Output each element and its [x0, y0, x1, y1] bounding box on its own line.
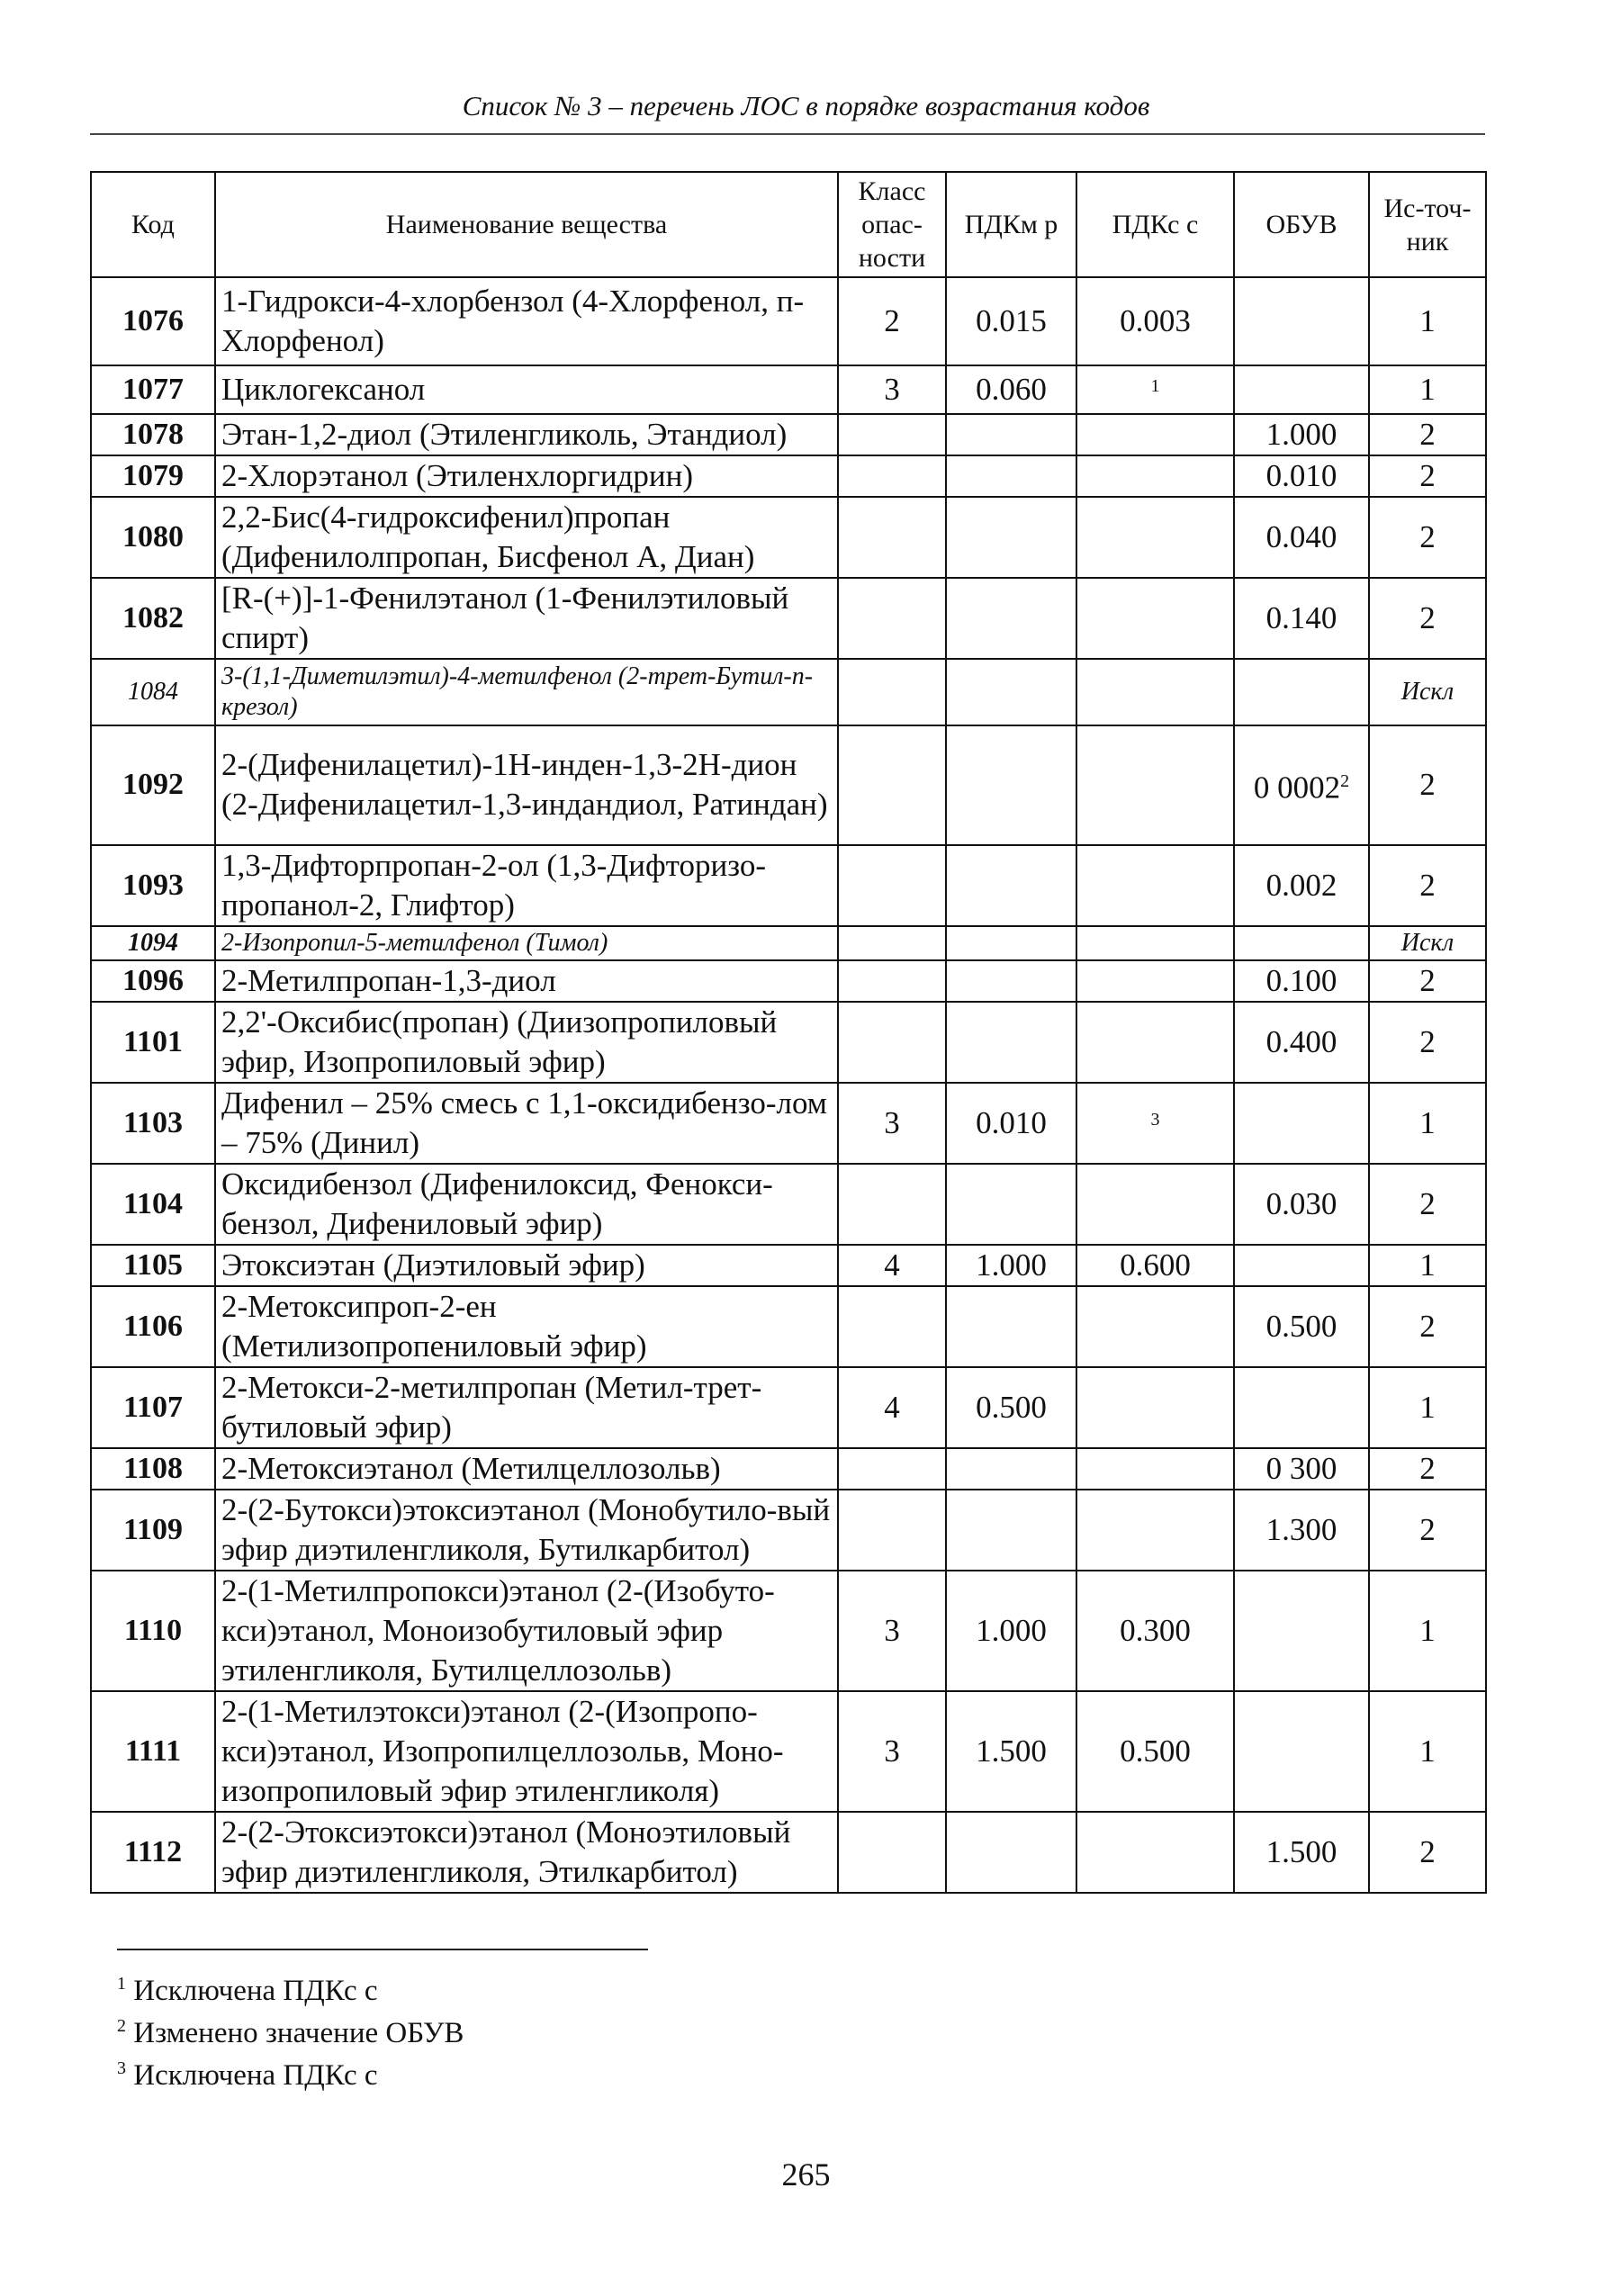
footnote-text: Изменено значение ОБУВ	[133, 2017, 464, 2049]
table-row	[91, 1286, 1486, 1367]
footnote-ref: 2	[1340, 771, 1350, 792]
cell-pdk-ss	[1076, 414, 1234, 455]
cell-source: 1	[1369, 1245, 1486, 1286]
cell-class: 3	[838, 1691, 946, 1812]
table-row	[91, 1367, 1486, 1448]
table-row	[91, 725, 1486, 845]
cell-code: 1104	[91, 1164, 215, 1245]
col-header-class: Класс опас-ности	[838, 172, 946, 277]
cell-class	[838, 497, 946, 578]
cell-name: 2-(1-Метилэтокси)этанол (2-(Изопропо-кси)этанол, Изопропилцеллозольв, Моно-изопропиловый эфир этиленгликоля)	[215, 1691, 838, 1812]
cell-pdk-mr	[946, 497, 1076, 578]
cell-pdk-mr: 0.500	[946, 1367, 1076, 1448]
footnote-mark: 1	[117, 1974, 126, 1994]
cell-class: 3	[838, 365, 946, 414]
cell-name: 2-Метоксипроп-2-ен (Метилизопропениловый эфир)	[215, 1286, 838, 1367]
cell-code: 1106	[91, 1286, 215, 1367]
cell-pdk-mr	[946, 455, 1076, 497]
cell-pdk-mr	[946, 926, 1076, 960]
cell-class: 4	[838, 1245, 946, 1286]
col-header-name: Наименование вещества	[215, 172, 838, 277]
cell-obuv: 0.030	[1234, 1164, 1369, 1245]
footnote-item	[117, 1967, 464, 2009]
page-number: 265	[781, 2156, 831, 2192]
cell-pdk-mr	[946, 1490, 1076, 1571]
cell-source: 2	[1369, 725, 1486, 845]
cell-class	[838, 1812, 946, 1893]
cell-name: 2-(1-Метилпропокси)этанол (2-(Изобуто-кси)этанол, Моноизобутиловый эфир этиленгликоля, Бутилцеллозольв)	[215, 1571, 838, 1691]
cell-class: 3	[838, 1083, 946, 1164]
table-row	[91, 1448, 1486, 1490]
cell-class: 4	[838, 1367, 946, 1448]
cell-obuv	[1234, 1571, 1369, 1691]
col-header-code: Код	[91, 172, 215, 277]
footnote-text: Исключена ПДКс с	[133, 1975, 378, 2007]
cell-name: 3-(1,1-Диметилэтил)-4-метилфенол (2-трет-Бутил-п-крезол)	[215, 659, 838, 725]
cell-class	[838, 960, 946, 1002]
cell-name: Этан-1,2-диол (Этиленгликоль, Этандиол)	[215, 414, 838, 455]
footnote-ref: 1	[1150, 376, 1160, 396]
cell-source: 2	[1369, 960, 1486, 1002]
cell-code: 1111	[91, 1691, 215, 1812]
cell-obuv-value: 0 0002	[1253, 770, 1341, 806]
cell-name: 2-Хлорэтанол (Этиленхлоргидрин)	[215, 455, 838, 497]
cell-pdk-ss: 0.300	[1076, 1571, 1234, 1691]
cell-name: Оксидибензол (Дифенилоксид, Фенокси-бензол, Дифениловый эфир)	[215, 1164, 838, 1245]
cell-pdk-ss	[1076, 1164, 1234, 1245]
cell-source: 1	[1369, 1691, 1486, 1812]
cell-source: 2	[1369, 414, 1486, 455]
cell-pdk-mr	[946, 1002, 1076, 1083]
cell-pdk-ss	[1076, 845, 1234, 926]
cell-obuv	[1234, 1083, 1369, 1164]
cell-name: 2-Метоксиэтанол (Метилцеллозольв)	[215, 1448, 838, 1490]
table-row	[91, 845, 1486, 926]
cell-pdk-ss: 0.500	[1076, 1691, 1234, 1812]
cell-name: [R-(+)]-1-Фенилэтанол (1-Фенилэтиловый спирт)	[215, 578, 838, 659]
table-row	[91, 1812, 1486, 1893]
cell-class	[838, 725, 946, 845]
cell-pdk-mr	[946, 414, 1076, 455]
cell-obuv: 0.400	[1234, 1002, 1369, 1083]
cell-obuv: 0.140	[1234, 578, 1369, 659]
page-header: Список № 3 – перечень ЛОС в порядке возрастания кодов	[462, 90, 1150, 122]
cell-obuv	[1234, 277, 1369, 365]
table-row	[91, 1490, 1486, 1571]
cell-pdk-ss	[1076, 497, 1234, 578]
cell-name: Этоксиэтан (Диэтиловый эфир)	[215, 1245, 838, 1286]
cell-obuv: 0.040	[1234, 497, 1369, 578]
cell-source: 2	[1369, 1002, 1486, 1083]
footnote-text: Исключена ПДКс с	[133, 2059, 378, 2092]
cell-pdk-ss	[1076, 1367, 1234, 1448]
cell-pdk-ss	[1076, 960, 1234, 1002]
cell-obuv	[1234, 725, 1369, 845]
cell-pdk-mr	[946, 1812, 1076, 1893]
cell-pdk-ss	[1076, 455, 1234, 497]
cell-class	[838, 455, 946, 497]
cell-pdk-mr	[946, 659, 1076, 725]
cell-pdk-ss	[1076, 1286, 1234, 1367]
cell-source: 1	[1369, 277, 1486, 365]
cell-pdk-mr	[946, 1448, 1076, 1490]
cell-pdk-mr: 1.500	[946, 1691, 1076, 1812]
cell-class	[838, 926, 946, 960]
cell-pdk-ss: 0.003	[1076, 277, 1234, 365]
cell-code: 1103	[91, 1083, 215, 1164]
header-rule	[90, 133, 1485, 135]
cell-code: 1076	[91, 277, 215, 365]
table-row	[91, 578, 1486, 659]
cell-pdk-ss	[1076, 1002, 1234, 1083]
cell-obuv: 0.100	[1234, 960, 1369, 1002]
cell-pdk-mr	[946, 845, 1076, 926]
cell-name: 2-(2-Этоксиэтокси)этанол (Моноэтиловый эфир диэтиленгликоля, Этилкарбитол)	[215, 1812, 838, 1893]
cell-code: 1110	[91, 1571, 215, 1691]
cell-code: 1079	[91, 455, 215, 497]
cell-pdk-mr	[946, 960, 1076, 1002]
cell-obuv: 1.500	[1234, 1812, 1369, 1893]
cell-source: 2	[1369, 497, 1486, 578]
cell-class	[838, 1002, 946, 1083]
cell-pdk-mr	[946, 1286, 1076, 1367]
table-row	[91, 1691, 1486, 1812]
table-row	[91, 1164, 1486, 1245]
cell-source: Искл	[1369, 926, 1486, 960]
cell-name: Циклогексанол	[215, 365, 838, 414]
cell-pdk-mr: 0.010	[946, 1083, 1076, 1164]
cell-source: 2	[1369, 1286, 1486, 1367]
col-header-pdk-mr: ПДКм р	[946, 172, 1076, 277]
cell-code: 1108	[91, 1448, 215, 1490]
cell-name: 2,2-Бис(4-гидроксифенил)пропан (Дифенилолпропан, Бисфенол А, Диан)	[215, 497, 838, 578]
cell-obuv	[1234, 1245, 1369, 1286]
footnote-ref: 3	[1150, 1109, 1160, 1130]
cell-source: 1	[1369, 1367, 1486, 1448]
footnotes	[117, 1967, 464, 2093]
cell-source: 2	[1369, 455, 1486, 497]
footnote-item	[117, 2051, 464, 2093]
cell-pdk-ss	[1076, 365, 1234, 414]
col-header-pdk-ss: ПДКс с	[1076, 172, 1234, 277]
cell-code: 1105	[91, 1245, 215, 1286]
cell-class	[838, 1286, 946, 1367]
cell-name: 2-Изопропил-5-метилфенол (Тимол)	[215, 926, 838, 960]
table-row	[91, 960, 1486, 1002]
cell-source: 1	[1369, 1083, 1486, 1164]
cell-obuv: 0 300	[1234, 1448, 1369, 1490]
cell-source: 2	[1369, 845, 1486, 926]
table-row	[91, 365, 1486, 414]
cell-name: 2-(Дифенилацетил)-1Н-инден-1,3-2Н-дион (2-Дифенилацетил-1,3-индандиол, Ратиндан)	[215, 725, 838, 845]
cell-source: Искл	[1369, 659, 1486, 725]
cell-pdk-mr	[946, 725, 1076, 845]
cell-pdk-ss	[1076, 659, 1234, 725]
cell-obuv	[1234, 1367, 1369, 1448]
cell-obuv	[1234, 926, 1369, 960]
cell-name: 2,2'-Оксибис(пропан) (Диизопропиловый эфир, Изопропиловый эфир)	[215, 1002, 838, 1083]
cell-name: 1,3-Дифторпропан-2-ол (1,3-Дифторизо-пропанол-2, Глифтор)	[215, 845, 838, 926]
cell-class	[838, 414, 946, 455]
cell-class	[838, 659, 946, 725]
cell-pdk-ss	[1076, 1083, 1234, 1164]
table-row	[91, 659, 1486, 725]
cell-source: 2	[1369, 1812, 1486, 1893]
cell-pdk-ss	[1076, 725, 1234, 845]
cell-obuv	[1234, 659, 1369, 725]
cell-code: 1080	[91, 497, 215, 578]
cell-source: 1	[1369, 365, 1486, 414]
table-row	[91, 1245, 1486, 1286]
cell-name: 2-Метокси-2-метилпропан (Метил-трет-бутиловый эфир)	[215, 1367, 838, 1448]
cell-class: 2	[838, 277, 946, 365]
cell-code: 1101	[91, 1002, 215, 1083]
cell-pdk-mr: 0.060	[946, 365, 1076, 414]
table-row	[91, 277, 1486, 365]
cell-pdk-mr: 1.000	[946, 1245, 1076, 1286]
cell-source: 2	[1369, 1164, 1486, 1245]
cell-code: 1096	[91, 960, 215, 1002]
cell-obuv	[1234, 365, 1369, 414]
cell-pdk-mr: 0.015	[946, 277, 1076, 365]
cell-code: 1109	[91, 1490, 215, 1571]
cell-obuv: 0.002	[1234, 845, 1369, 926]
cell-code: 1094	[91, 926, 215, 960]
footnote-item	[117, 2009, 464, 2051]
cell-class	[838, 1164, 946, 1245]
cell-pdk-mr	[946, 1164, 1076, 1245]
cell-class: 3	[838, 1571, 946, 1691]
cell-code: 1092	[91, 725, 215, 845]
table-row	[91, 1083, 1486, 1164]
cell-code: 1107	[91, 1367, 215, 1448]
cell-class	[838, 578, 946, 659]
cell-name: Дифенил – 25% смесь с 1,1-оксидибензо-лом – 75% (Динил)	[215, 1083, 838, 1164]
cell-pdk-ss	[1076, 1812, 1234, 1893]
cell-name: 1-Гидрокси-4-хлорбензол (4-Хлорфенол, п-Хлорфенол)	[215, 277, 838, 365]
table-row	[91, 926, 1486, 960]
cell-obuv: 1.300	[1234, 1490, 1369, 1571]
table-row	[91, 1002, 1486, 1083]
cell-code: 1112	[91, 1812, 215, 1893]
table-row	[91, 1571, 1486, 1691]
cell-obuv: 0.010	[1234, 455, 1369, 497]
cell-code: 1093	[91, 845, 215, 926]
footnote-mark: 2	[117, 2016, 126, 2036]
cell-pdk-ss	[1076, 1490, 1234, 1571]
cell-pdk-ss	[1076, 926, 1234, 960]
cell-name: 2-(2-Бутокси)этоксиэтанол (Монобутило-вый эфир диэтиленгликоля, Бутилкарбитол)	[215, 1490, 838, 1571]
cell-obuv	[1234, 1691, 1369, 1812]
cell-code: 1082	[91, 578, 215, 659]
cell-pdk-mr	[946, 578, 1076, 659]
cell-source: 2	[1369, 578, 1486, 659]
cell-source: 2	[1369, 1490, 1486, 1571]
col-header-source: Ис-точ-ник	[1369, 172, 1486, 277]
cell-pdk-ss	[1076, 578, 1234, 659]
table-row	[91, 455, 1486, 497]
cell-pdk-mr: 1.000	[946, 1571, 1076, 1691]
table-header-row	[91, 172, 1486, 277]
substances-table	[90, 171, 1487, 1894]
table-row	[91, 497, 1486, 578]
cell-code: 1078	[91, 414, 215, 455]
footnote-mark: 3	[117, 2058, 126, 2078]
cell-class	[838, 845, 946, 926]
cell-source: 2	[1369, 1448, 1486, 1490]
footnote-rule	[117, 1949, 648, 1950]
col-header-obuv: ОБУВ	[1234, 172, 1369, 277]
cell-code: 1077	[91, 365, 215, 414]
cell-name: 2-Метилпропан-1,3-диол	[215, 960, 838, 1002]
cell-pdk-ss: 0.600	[1076, 1245, 1234, 1286]
cell-class	[838, 1448, 946, 1490]
cell-source: 1	[1369, 1571, 1486, 1691]
cell-pdk-ss	[1076, 1448, 1234, 1490]
table-row	[91, 414, 1486, 455]
cell-class	[838, 1490, 946, 1571]
cell-code: 1084	[91, 659, 215, 725]
cell-obuv: 0.500	[1234, 1286, 1369, 1367]
cell-obuv: 1.000	[1234, 414, 1369, 455]
